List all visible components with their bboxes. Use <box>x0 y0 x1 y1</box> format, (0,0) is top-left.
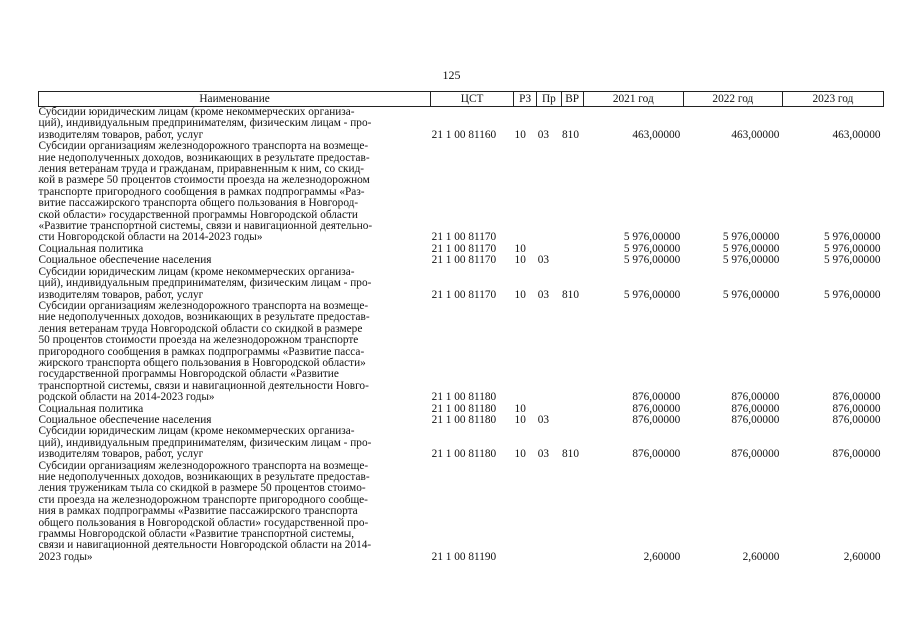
row-2023: 463,00000 <box>832 128 881 141</box>
row-pr: 03 <box>537 448 550 461</box>
row-name: Субсидии организациям железнодорожного транспорта на возмеще- ние недополученных доходов, возникающих в результате предостав- ления труженикам тыла со скидкой в размере 50 процентов стоимо- сти проезда на железнодорожном транспорте пригородного сообще- ния в рамках подпрограммы «Развитие пассажирского транспорта общего пользования в Новгородской области» государственной про- граммы Новгородской области «Развитие транспортной системы, связи и навигационной деятельности Новгородской области на 2014- 2023 годы» <box>38 459 372 563</box>
row-2021: 5 976,00000 <box>623 254 681 267</box>
row-vr <box>561 415 583 426</box>
header-cst: ЦСТ <box>431 92 514 107</box>
row-cst: 21 1 00 81180 <box>431 402 497 415</box>
row-rz <box>514 461 537 564</box>
row-rz: 10 <box>514 242 526 255</box>
header-2021: 2021 год <box>583 92 683 107</box>
table-body <box>39 107 884 564</box>
row-name: Субсидии юридическим лицам (кроме некоммерческих организа- ций), индивидуальным предпринимателям, физическим лицам - про- изводителям товаров, работ, услуг <box>38 425 372 461</box>
row-2022: 876,00000 <box>731 391 780 404</box>
row-pr: 03 <box>537 288 550 301</box>
row-rz <box>514 141 537 244</box>
row-pr <box>537 141 561 244</box>
row-2022: 876,00000 <box>731 448 780 461</box>
header-rz: РЗ <box>514 92 537 107</box>
row-pr: 03 <box>537 254 550 267</box>
row-cst: 21 1 00 81170 <box>431 231 497 244</box>
row-rz: 10 <box>514 288 526 301</box>
row-name: Субсидии организациям железнодорожного транспорта на возмеще- ние недополученных доходов, возникающих в результате предостав- ления ветеранам труда Новгородской области со скидкой в размере 50 процентов стоимости проезда на железнодорожном транспорте пригородного сообщения в рамках подпрограммы «Развитие пасса- жирского транспорта общего пользования в Новгородской области» государственной программы Новгородской области «Развитие транспортной системы, связи и навигационной деятельности Новго- родской области на 2014-2023 годы» <box>38 299 370 404</box>
row-2023: 876,00000 <box>832 391 881 404</box>
row-pr <box>537 461 561 564</box>
row-name: Субсидии организациям железнодорожного транспорта на возмеще- ние недополученных доходов, возникающих в результате предостав- ления ветеранам труда и гражданам, приравненным к ним, со скид- кой в размере 50 процентов стоимости проезда на железнодорожном транспорте пригородного сообщения в рамках подпрограммы «Раз- витие пассажирского транспорта общего пользования в Новгород- ской области» государственной программы Новгородской области «Развитие транспортной системы, связи и навигационной деятельно- сти Новгородской области на 2014-2023 годы» <box>38 140 373 244</box>
row-rz: 10 <box>514 448 526 461</box>
row-pr: 03 <box>537 128 550 141</box>
row-2021: 876,00000 <box>632 402 681 415</box>
row-name: Субсидии юридическим лицам (кроме некоммерческих организа- ций), индивидуальным предпринимателям, физическим лицам - про- изводителям товаров, работ, услуг <box>38 106 372 141</box>
table-row <box>39 461 884 564</box>
row-2023: 5 976,00000 <box>824 231 881 244</box>
row-2023: 5 976,00000 <box>824 242 881 255</box>
row-cst: 21 1 00 81180 <box>431 391 497 404</box>
row-vr <box>561 404 583 415</box>
row-2023: 5 976,00000 <box>824 254 881 267</box>
row-rz: 10 <box>514 413 526 426</box>
row-2022: 5 976,00000 <box>722 254 780 267</box>
page-number: 125 <box>442 68 461 82</box>
row-vr: 810 <box>562 128 579 141</box>
row-vr <box>561 244 583 255</box>
row-2022: 5 976,00000 <box>722 288 780 301</box>
row-name: Социальная политика <box>38 242 144 255</box>
row-vr: 810 <box>562 448 579 461</box>
row-vr <box>561 255 583 266</box>
header-vr: ВР <box>561 92 583 107</box>
row-2021: 876,00000 <box>632 413 681 426</box>
row-2023: 5 976,00000 <box>824 288 881 301</box>
row-name: Социальное обеспечение населения <box>38 413 212 426</box>
row-cst: 21 1 00 81170 <box>431 288 497 301</box>
row-vr: 810 <box>562 288 579 301</box>
table-row <box>39 301 884 404</box>
row-2023: 876,00000 <box>832 402 881 415</box>
row-2021: 5 976,00000 <box>623 231 681 244</box>
row-cst: 21 1 00 81180 <box>431 448 497 461</box>
row-2022: 5 976,00000 <box>722 242 780 255</box>
row-2022: 876,00000 <box>731 413 780 426</box>
row-pr: 03 <box>537 413 550 426</box>
table-row <box>39 267 884 301</box>
row-cst: 21 1 00 81180 <box>431 413 497 426</box>
table-header-row <box>39 92 884 107</box>
row-name: Социальное обеспечение населения <box>38 254 212 267</box>
table-row <box>39 107 884 142</box>
row-pr <box>537 301 561 404</box>
row-rz: 10 <box>514 128 526 141</box>
row-name: Социальная политика <box>38 402 144 415</box>
row-2021: 463,00000 <box>632 128 681 141</box>
row-rz: 10 <box>514 402 526 415</box>
row-cst: 21 1 00 81170 <box>431 242 497 255</box>
row-2021: 2,60000 <box>643 550 681 563</box>
header-pr: Пр <box>537 92 561 107</box>
row-2021: 5 976,00000 <box>623 288 681 301</box>
budget-table <box>38 91 884 563</box>
row-2021: 876,00000 <box>632 448 681 461</box>
row-2023: 876,00000 <box>832 448 881 461</box>
row-vr <box>561 141 583 244</box>
header-name: Наименование <box>39 92 431 107</box>
header-2022: 2022 год <box>683 92 782 107</box>
row-cst: 21 1 00 81160 <box>431 128 497 141</box>
table-row <box>39 426 884 460</box>
table-row <box>39 141 884 244</box>
row-2022: 5 976,00000 <box>722 231 780 244</box>
row-2022: 2,60000 <box>742 550 780 563</box>
row-cst: 21 1 00 81190 <box>431 550 497 563</box>
row-2023: 2,60000 <box>843 550 881 563</box>
row-vr <box>561 301 583 404</box>
header-2023: 2023 год <box>782 92 883 107</box>
row-2022: 876,00000 <box>731 402 780 415</box>
row-2022: 463,00000 <box>731 128 780 141</box>
table-row <box>39 255 884 266</box>
row-name: Субсидии юридическим лицам (кроме некоммерческих организа- ций), индивидуальным предпринимателям, физическим лицам - про- изводителям товаров, работ, услуг <box>38 265 372 301</box>
row-rz <box>514 301 537 404</box>
row-2023: 876,00000 <box>832 413 881 426</box>
row-2021: 876,00000 <box>632 391 681 404</box>
row-2021: 5 976,00000 <box>623 242 681 255</box>
row-rz: 10 <box>514 254 526 267</box>
row-cst: 21 1 00 81170 <box>431 254 497 267</box>
row-vr <box>561 461 583 564</box>
